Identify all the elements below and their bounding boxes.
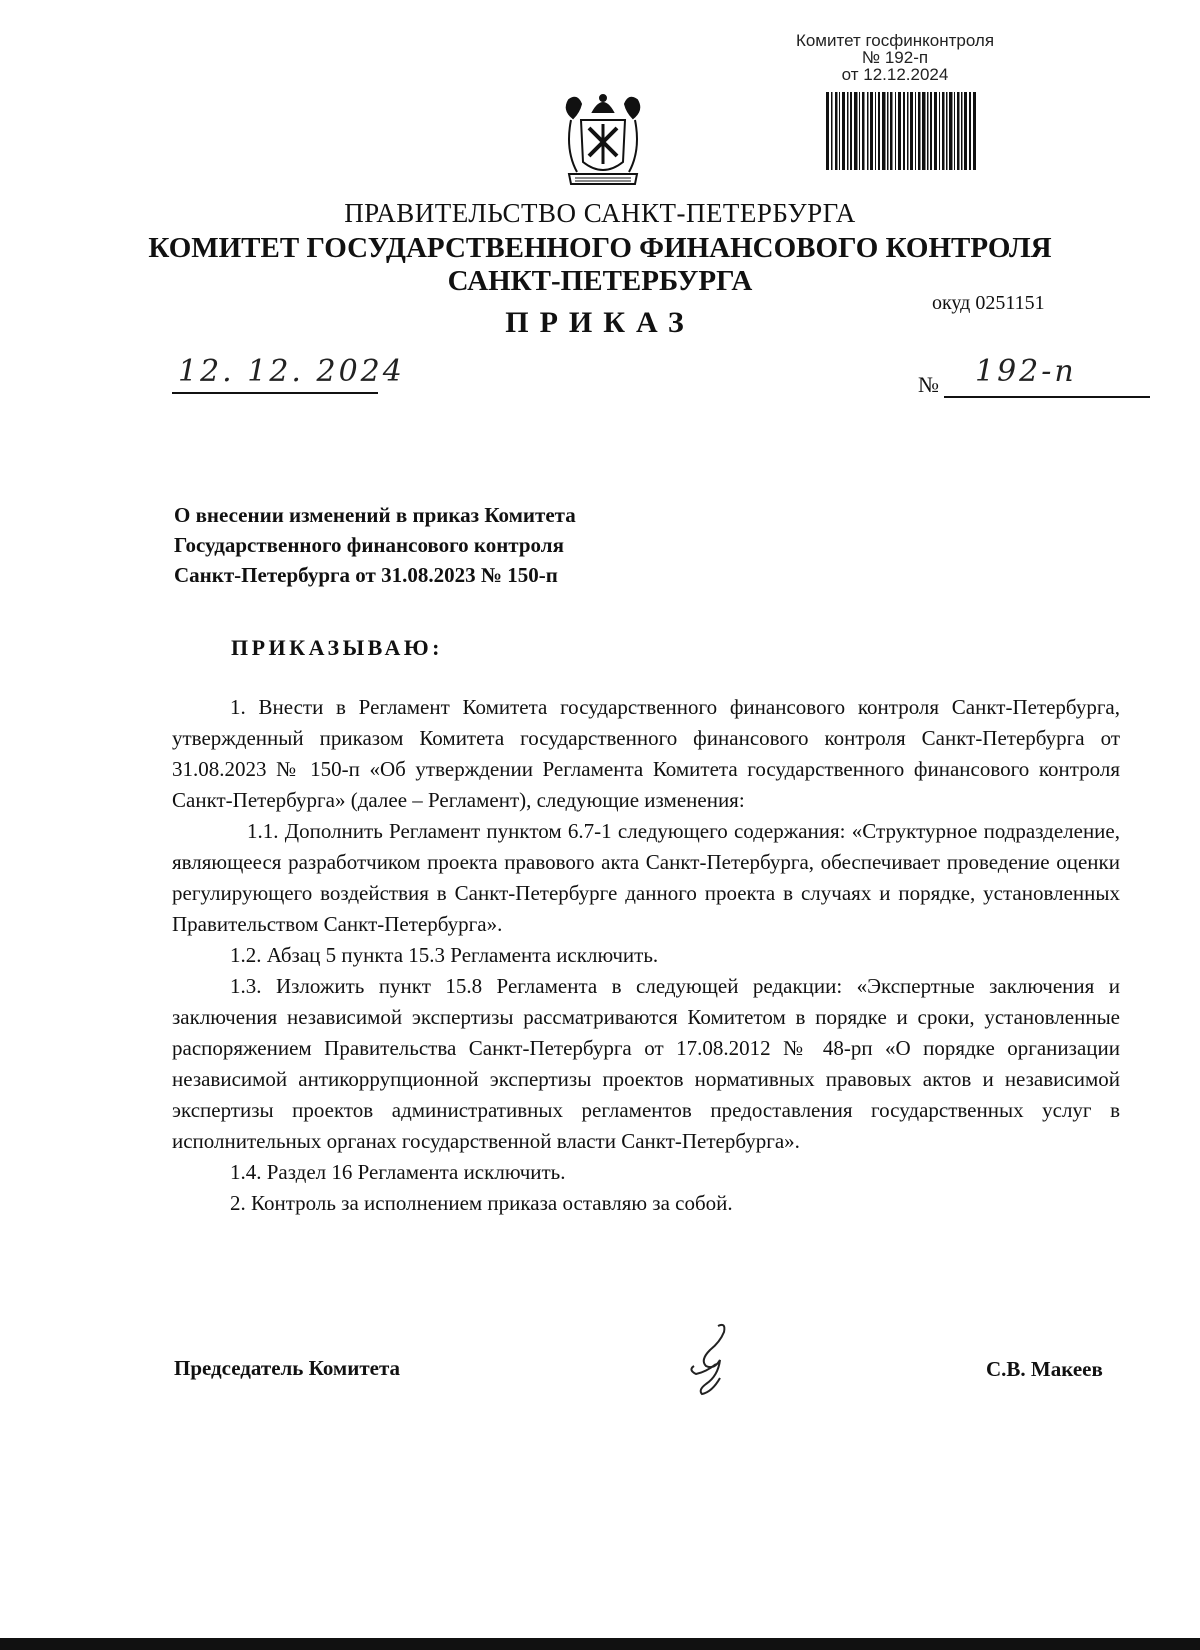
okud-code: окуд 0251151 <box>932 292 1045 314</box>
paragraph-1: 1. Внести в Регламент Комитета государственного финансового контроля Санкт-Петербурга, утвержденный приказом Комитета государственного финансового контроля Санкт-Петербурга от 31.08.2023 № 150-п «Об утверждении Регламента Комитета государственного финансового контроля Санкт-Петербурга» (далее – Регламент), следующие изменения: <box>172 695 1120 812</box>
committee-title <box>0 232 1200 298</box>
paragraph-1-1: 1.1. Дополнить Регламент пунктом 6.7-1 следующего содержания: «Структурное подразделение, являющееся разработчиком проекта правового акта Санкт-Петербурга, обеспечивает проведение оценки регулирующего воздействия в Санкт-Петербурге данного проекта в случаях и порядке, установленных Правительством Санкт-Петербурга». <box>172 819 1120 936</box>
handwritten-number: 192-п <box>975 354 1077 389</box>
subject-line-1: О внесении изменений в приказ Комитета <box>174 503 576 527</box>
coat-of-arms-emblem <box>555 90 651 190</box>
order-directive-word: ПРИКАЗЫВАЮ: <box>231 635 443 660</box>
stamp-line-1: Комитет госфинконтроля <box>795 31 995 50</box>
paragraph-2: 2. Контроль за исполнением приказа оставляю за собой. <box>230 1191 733 1215</box>
scan-edge-bar <box>0 1638 1200 1650</box>
stamp-line-3: от 12.12.2024 <box>841 65 949 84</box>
paragraph-1-2: 1.2. Абзац 5 пункта 15.3 Регламента исключить. <box>230 943 659 967</box>
paragraph-1-3: 1.3. Изложить пункт 15.8 Регламента в следующей редакции: «Экспертные заключения и заключения независимой экспертизы рассматриваются Комитетом в порядке и сроки, установленные распоряжением Правительства Санкт-Петербурга от 17.08.2012 № 48-рп «О порядке организации независимой антикоррупционной экспертизы проектов нормативных правовых актов и независимой экспертизы проектов административных регламентов предоставления государственных услуг в исполнительных органах государственной власти Санкт-Петербурга». <box>172 974 1120 1153</box>
committee-title-line-1: КОМИТЕТ ГОСУДАРСТВЕННОГО ФИНАНСОВОГО КОНТРОЛЯ <box>148 232 1052 264</box>
stamp-line-2: № 192-п <box>861 48 929 67</box>
subject-line-2: Государственного финансового контроля <box>174 533 564 557</box>
registration-stamp <box>760 32 1030 83</box>
signatory-title: Председатель Комитета <box>174 1356 401 1380</box>
number-label: № <box>918 372 939 397</box>
handwritten-signature <box>680 1320 740 1400</box>
document-type-title: ПРИКАЗ <box>505 306 695 339</box>
subject-line-3: Санкт-Петербурга от 31.08.2023 № 150-п <box>174 563 558 587</box>
committee-title-line-2: САНКТ-ПЕТЕРБУРГА <box>447 265 753 297</box>
handwritten-date: 12. 12. 2024 <box>178 354 405 389</box>
paragraph-1-4: 1.4. Раздел 16 Регламента исключить. <box>230 1160 566 1184</box>
order-body <box>172 692 1120 1219</box>
barcode <box>826 92 976 170</box>
order-subject <box>174 500 576 590</box>
government-title: ПРАВИТЕЛЬСТВО САНКТ-ПЕТЕРБУРГА <box>344 198 856 228</box>
signatory-name: С.В. Макеев <box>986 1357 1103 1381</box>
